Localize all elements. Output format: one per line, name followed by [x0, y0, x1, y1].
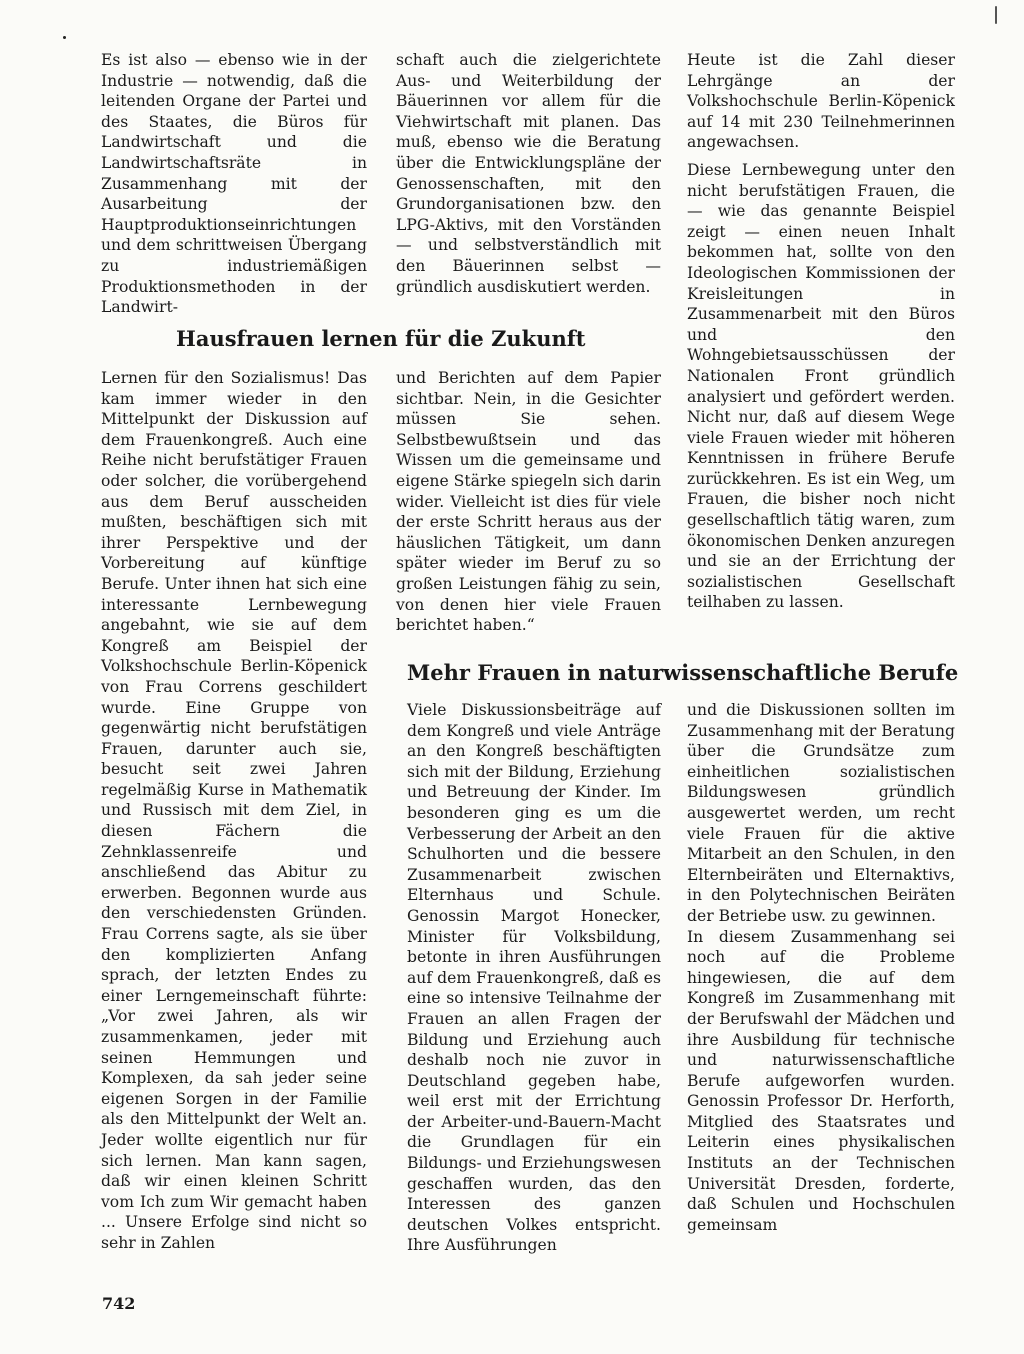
page-number: 742 [102, 1294, 136, 1313]
paragraph: In diesem Zusammenhang sei noch auf die Probleme hingewiesen, die auf dem Kongreß im Zusammenhang mit der Berufswahl der Mädchen und ihre Ausbildung für technische und naturwissenschaftliche Berufe aufgeworfen wurden. Genossin Professor Dr. Herforth, Mitglied des Staatsrates und Leiterin eines physikalischen Instituts an der Technischen Universität Dresden, forderte, daß Schulen und Hochschulen gemeinsam [687, 927, 955, 1234]
paragraph: Lernen für den Sozialismus! Das kam immer wieder in den Mittelpunkt der Diskussion auf dem Frauenkongreß. Auch eine Reihe nicht berufstätiger Frauen oder solcher, die vorübergehend aus dem Beruf ausscheiden mußten, beschäftigen sich mit ihrer Perspektive und der Vorbereitung auf künftige Berufe. Unter ihnen hat sich eine interessante Lernbewegung angebahnt, wie sie auf dem Kongreß am Beispiel der Volkshochschule Berlin-Köpenick von Frau Correns geschildert wurde. Eine Gruppe von gegenwärtig nicht berufstätigen Frauen, darunter auch sie, besucht seit zwei Jahren regelmäßig Kurse in Mathematik und Russisch mit dem Ziel, in diesen Fächern die Zehnklassenreife und anschließend das Abitur zu erwerben. Begonnen wurde aus den verschiedensten Gründen. Frau Correns sagte, als sie über den komplizierten Anfang sprach, der letzten Endes zu einer Lerngemeinschaft führte: „Vor zwei Jahren, als wir zusammenkamen, jeder mit seinen Hemmungen und Komplexen, da sah jeder seine eigenen Sorgen in der Familie als den Mittelpunkt der Welt an. Jeder wollte eigentlich nur für sich lernen. Man kann sagen, daß wir einen kleinen Schritt vom Ich zum Wir gemacht haben ... Unsere Erfolge sind nicht so sehr in Zahlen [101, 369, 367, 1252]
scan-speck [995, 6, 997, 24]
right-column [687, 50, 955, 613]
naturwissenschaft-column-3 [687, 700, 955, 1235]
paragraph: Es ist also — ebenso wie in der Industrie — notwendig, daß die leitenden Organe der Partei und des Staates, die Büros für Landwirtschaft und die Landwirtschaftsräte in Zusammenhang mit der Ausarbeitung der Hauptproduktionseinrichtungen und dem schrittweisen Übergang zu industriemäßigen Produktionsmethoden in der Landwirt- [101, 51, 367, 317]
hausfrauen-column-1 [101, 368, 367, 1254]
intro-column-2 [396, 50, 661, 297]
section-heading-hausfrauen: Hausfrauen lernen für die Zukunft [176, 326, 586, 351]
section-heading-naturwissenschaft: Mehr Frauen in naturwissenschaftliche Berufe [407, 660, 959, 685]
paragraph: Heute ist die Zahl dieser Lehrgänge an der Volkshochschule Berlin-Köpenick auf 14 mit 230 Teilnehmerinnen angewachsen. [687, 51, 955, 152]
intro-column-1 [101, 50, 367, 318]
hausfrauen-column-2 [396, 368, 661, 636]
paragraph: schaft auch die zielgerichtete Aus- und Weiterbildung der Bäuerinnen vor allem für die Viehwirtschaft mit planen. Das muß, ebenso wie die Beratung über die Entwicklungspläne der Genossenschaften, mit den Grundorganisationen bzw. den LPG-Aktivs, mit den Vorständen — und selbstverständlich mit den Bäuerinnen selbst — gründlich ausdiskutiert werden. [396, 51, 661, 296]
scan-speck [63, 36, 66, 39]
paragraph: Diese Lernbewegung unter den nicht berufstätigen Frauen, die — wie das genannte Beispiel zeigt — einen neuen Inhalt bekommen hat, sollte von den Ideologischen Kommissionen der Kreisleitungen in Zusammenarbeit mit den Büros und den Wohngebietsausschüssen der Nationalen Front gründlich analysiert und gefördert werden. Nicht nur, daß auf diesem Wege viele Frauen wieder mit höheren Kenntnissen in frühere Berufe zurückkehren. Es ist ein Weg, um Frauen, die bisher noch nicht gesellschaftlich tätig waren, zum ökonomischen Denken anzuregen und sie an der Errichtung der sozialistischen Gesellschaft teilhaben zu lassen. [687, 160, 955, 612]
paragraph: und Berichten auf dem Papier sichtbar. Nein, in die Gesichter müssen Sie sehen. Selbstbewußtsein und das Wissen um die gemeinsame und eigene Stärke spiegeln sich darin wider. Vielleicht ist dies für viele der erste Schritt heraus aus der häuslichen Tätigkeit, um dann später wieder im Beruf zu so großen Leistungen fähig zu sein, von denen hier viele Frauen berichtet haben.“ [396, 369, 661, 635]
naturwissenschaft-column-2 [407, 700, 661, 1256]
paragraph: und die Diskussionen sollten im Zusammenhang mit der Beratung über die Grundsätze zum einheitlichen sozialistischen Bildungswesen gründlich ausgewertet werden, um recht viele Frauen für die aktive Mitarbeit an den Schulen, in den Elternbeiräten und Elternaktivs, in den Polytechnischen Beiräten der Betriebe usw. zu gewinnen. [687, 701, 955, 925]
paragraph: Viele Diskussionsbeiträge auf dem Kongreß und viele Anträge an den Kongreß beschäftigten sich mit der Bildung, Erziehung und Betreuung der Kinder. Im besonderen ging es um die Verbesserung der Arbeit an den Schulhorten und die bessere Zusammenarbeit zwischen Elternhaus und Schule. Genossin Margot Honecker, Minister für Volksbildung, betonte in ihren Ausführungen auf dem Frauenkongreß, daß es eine so intensive Teilnahme der Frauen an allen Fragen der Bildung und Erziehung auch deshalb noch nie zuvor in Deutschland gegeben habe, weil erst mit der Errichtung der Arbeiter-und-Bauern-Macht die Grundlagen für ein Bildungs- und Erziehungswesen geschaffen wurden, das den Interessen des ganzen deutschen Volkes entspricht. Ihre Ausführungen [407, 701, 661, 1255]
